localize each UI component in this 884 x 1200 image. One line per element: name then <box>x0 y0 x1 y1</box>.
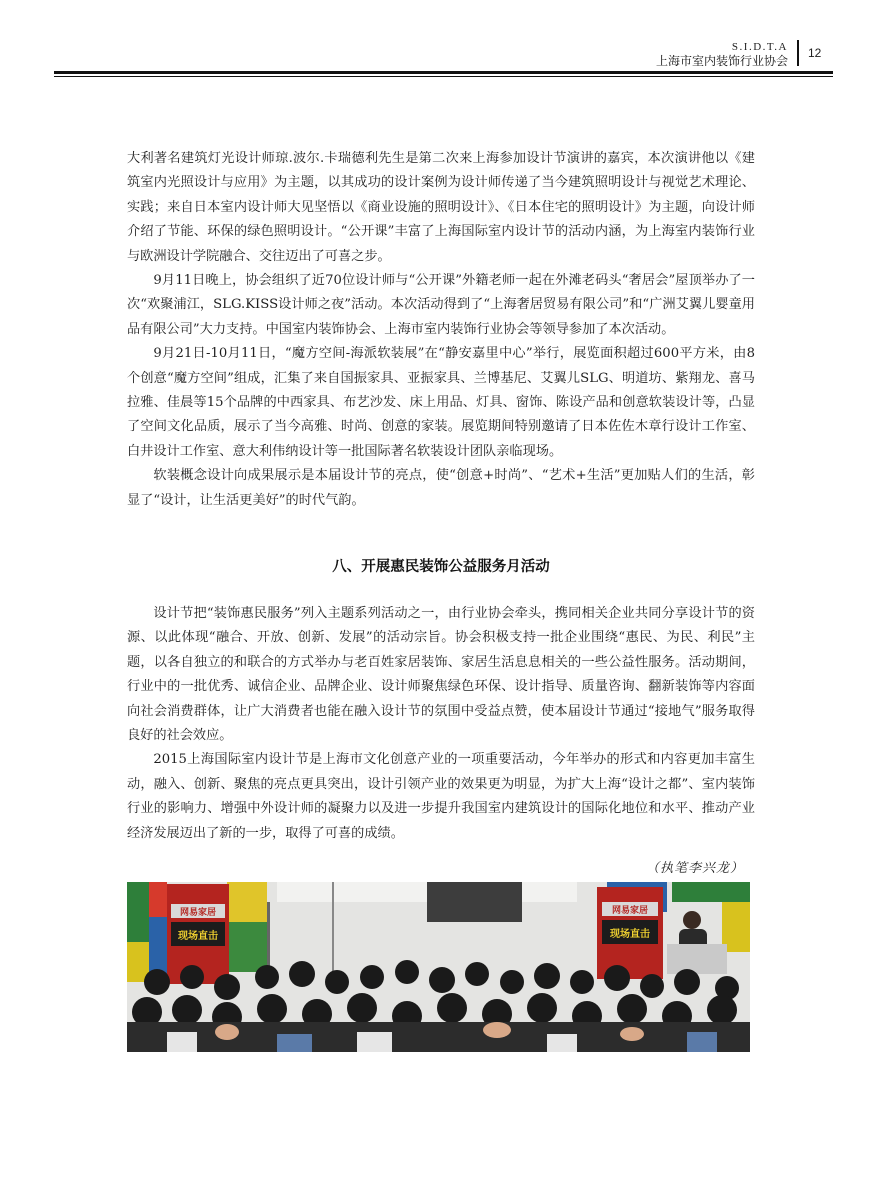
org-name: 上海市室内装饰行业协会 <box>655 54 788 68</box>
author-credit: （执笔李兴龙） <box>645 861 744 876</box>
header-rule <box>54 71 833 74</box>
header-separator <box>797 40 799 66</box>
section-heading: 八、开展惠民装饰公益服务月活动 <box>332 559 550 575</box>
org-abbr: S.I.D.T.A <box>731 41 788 53</box>
paragraph: 软装概念设计向成果展示是本届设计节的亮点，使“创意+时尚”、“艺术+生活”更加贴人们的生活，彰显了“设计，让生活更美好”的时代气韵。 <box>127 468 755 508</box>
event-photo <box>127 882 750 1052</box>
banner-left-title: 现场直击 <box>178 931 218 942</box>
paragraph: 9月11日晚上，协会组织了近70位设计师与“公开课”外籍老师一起在外滩老码头“奢居会”屋顶举办了一次“欢聚浦江，SLG.KISS设计师之夜”活动。本次活动得到了“上海奢居贸易有限公司”和“广洲艾翼儿婴童用品有限公司”大力支持。中国室内装饰协会、上海市室内装饰行业协会等领导参加了本次活动。 <box>127 273 755 337</box>
banner-right-brand: 网易家居 <box>611 906 649 916</box>
paragraph: 2015上海国际室内设计节是上海市文化创意产业的一项重要活动，今年举办的形式和内容更加丰富生动，融入、创新、聚焦的亮点更具突出，设计引领产业的效果更为明显，为扩大上海“设计之都”、室内装饰行业的影响力、增强中外设计师的凝聚力以及进一步提升我国室内建筑设计的国际化地位和水平、推动产业经济发展迈出了新的一步，取得了可喜的成绩。 <box>127 752 755 841</box>
paragraph: 设计节把“装饰惠民服务”列入主题系列活动之一，由行业协会牵头，携同相关企业共同分享设计节的资源、以此体现“融合、开放、创新、发展”的活动宗旨。协会积极支持一批企业围绕“惠民、为民、利民”主题，以各自独立的和联合的方式举办与老百姓家居装饰、家居生活息息相关的一些公益性服务。活动期间，行业中的一批优秀、诚信企业、品牌企业、设计师聚焦绿色环保、设计指导、质量咨询、翻新装饰等内容面向社会消费群体，让广大消费者也能在融入设计节的氛围中受益点赞，使本届设计节通过“接地气”服务取得良好的社会效应。 <box>127 606 755 744</box>
article-body-part1 <box>127 147 755 513</box>
page-number: 12 <box>808 46 822 60</box>
header-org <box>656 42 788 67</box>
banner-left-brand: 网易家居 <box>179 908 217 918</box>
article-body-part2 <box>127 602 755 846</box>
paragraph: 大利著名建筑灯光设计师琼.波尔.卡瑞德利先生是第二次来上海参加设计节演讲的嘉宾，本次演讲他以《建筑室内光照设计与应用》为主题，以其成功的设计案例为设计师传递了当今建筑照明设计与视觉艺术理论、实践；来自日本室内设计师大见坚悟以《商业设施的照明设计》、《日本住宅的照明设计》为主题，向设计师介绍了节能、环保的绿色照明设计。“公开课”丰富了上海国际室内设计节的活动内涵，为上海室内装饰行业与欧洲设计学院融合、交往迈出了可喜之步。 <box>127 151 755 264</box>
paragraph: 9月21日-10月11日，“魔方空间-海派软装展”在“静安嘉里中心”举行，展览面积超过600平方米，由8个创意“魔方空间”组成，汇集了来自国振家具、亚振家具、兰博基尼、艾翼儿SLG、明道坊、紫翔龙、喜马拉雅、佳晨等15个品牌的中西家具、布艺沙发、床上用品、灯具、窗饰、陈设产品和创意软装设计等，凸显了空间文化品质，展示了当今高雅、时尚、创意的家装。展览期间特别邀请了日本佐佐木章行设计工作室、白井设计工作室、意大利伟纳设计等一批国际著名软装设计团队亲临现场。 <box>127 346 755 459</box>
banner-right-title: 现场直击 <box>610 929 650 940</box>
header-rule-thin <box>54 76 833 77</box>
